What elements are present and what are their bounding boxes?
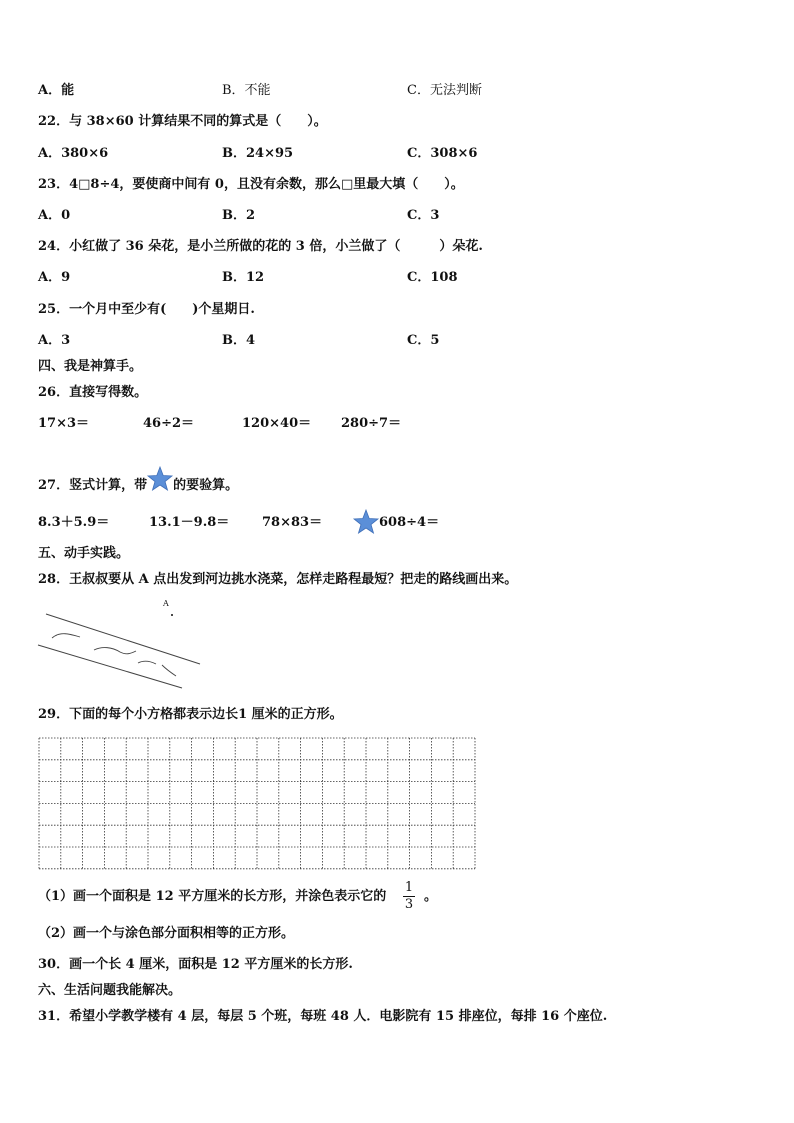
section-4-heading: 四、我是神算手。 bbox=[38, 359, 143, 374]
q29-sub1-end: 。 bbox=[424, 889, 438, 904]
q24-option-c: C．108 bbox=[407, 270, 458, 285]
q28-stem: 28．王叔叔要从 A 点出发到河边挑水浇菜，怎样走路程最短？把走的路线画出来。 bbox=[38, 572, 518, 587]
q25-option-c: C．5 bbox=[407, 333, 440, 348]
fraction-numerator: 1 bbox=[404, 880, 414, 895]
q27-item-4: 608÷4＝ bbox=[379, 515, 440, 530]
q27-item-1: 8.3＋5.9＝ bbox=[38, 515, 110, 530]
q21-option-a: A．能 bbox=[38, 83, 75, 98]
q27-item-2: 13.1－9.8＝ bbox=[149, 515, 230, 530]
q26-item-2: 46÷2＝ bbox=[143, 416, 195, 431]
q24-option-b: B．12 bbox=[222, 270, 265, 285]
square-grid bbox=[38, 737, 478, 869]
q26-item-4: 280÷7＝ bbox=[341, 416, 402, 431]
q27-item-3: 78×83＝ bbox=[262, 515, 323, 530]
q22-option-b: B．24×95 bbox=[222, 146, 294, 161]
q29-sub2: （2）画一个与涂色部分面积相等的正方形。 bbox=[38, 926, 295, 941]
q21-option-b: B．不能 bbox=[222, 83, 271, 98]
q30-stem: 30．画一个长 4 厘米，面积是 12 平方厘米的长方形. bbox=[38, 957, 353, 972]
star-icon bbox=[353, 509, 379, 535]
q23-option-a: A．0 bbox=[38, 208, 71, 223]
q27-stem-after: 的要验算。 bbox=[173, 478, 239, 493]
q31-stem: 31．希望小学教学楼有 4 层，每层 5 个班，每班 48 人．电影院有 15 排座位，每排 16 个座位. bbox=[38, 1009, 608, 1024]
point-a-label: A bbox=[163, 599, 169, 608]
fraction-one-third bbox=[403, 881, 415, 912]
q29-stem: 29．下面的每个小方格都表示边长1 厘米的正方形。 bbox=[38, 707, 343, 722]
q25-stem: 25．一个月中至少有( )个星期日. bbox=[38, 302, 255, 317]
q22-option-a: A．380×6 bbox=[38, 146, 109, 161]
q23-stem: 23．4□8÷4，要使商中间有 0，且没有余数，那么□里最大填（ ）。 bbox=[38, 177, 464, 192]
q24-stem: 24．小红做了 36 朵花，是小兰所做的花的 3 倍，小兰做了（ ）朵花. bbox=[38, 239, 483, 254]
q29-sub1-text: （1）画一个面积是 12 平方厘米的长方形，并涂色表示它的 bbox=[38, 889, 387, 904]
q29-sub1 bbox=[38, 889, 386, 905]
q26-stem: 26．直接写得数。 bbox=[38, 385, 148, 400]
section-6-heading: 六、生活问题我能解决。 bbox=[38, 983, 182, 998]
q22-stem: 22．与 38×60 计算结果不同的算式是（ ）。 bbox=[38, 114, 327, 129]
section-5-heading: 五、动手实践。 bbox=[38, 546, 130, 561]
q24-option-a: A．9 bbox=[38, 270, 71, 285]
q27-stem bbox=[38, 473, 238, 494]
q26-item-3: 120×40＝ bbox=[242, 416, 312, 431]
q21-option-c: C．无法判断 bbox=[407, 83, 482, 98]
q22-option-c: C．308×6 bbox=[407, 146, 478, 161]
q23-option-b: B．2 bbox=[222, 208, 256, 223]
star-icon bbox=[147, 473, 173, 489]
q25-option-b: B．4 bbox=[222, 333, 256, 348]
q26-item-1: 17×3＝ bbox=[38, 416, 90, 431]
q27-stem-before: 27．竖式计算，带 bbox=[38, 478, 148, 493]
q25-option-a: A．3 bbox=[38, 333, 71, 348]
fraction-denominator: 3 bbox=[404, 897, 414, 912]
q23-option-c: C．3 bbox=[407, 208, 440, 223]
river-diagram bbox=[30, 605, 230, 705]
